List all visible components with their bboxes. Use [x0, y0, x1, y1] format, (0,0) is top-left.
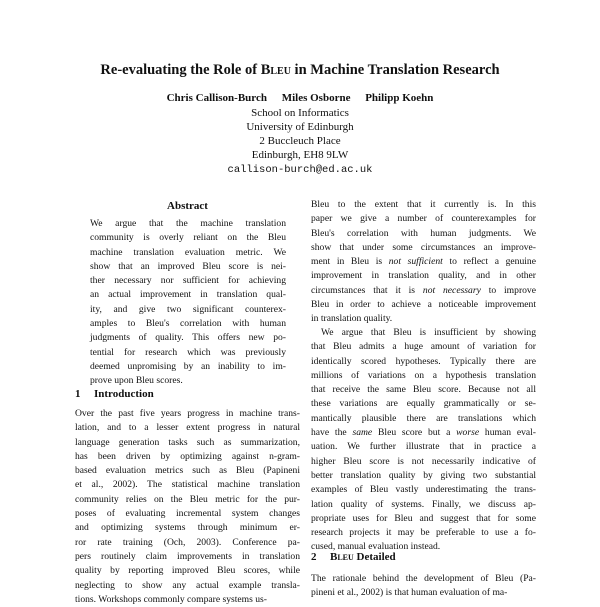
- abstract-heading: Abstract: [167, 200, 208, 212]
- text-line: prove upon Bleu scores.: [90, 375, 183, 387]
- text-line: examples of Bleu vastly underestimating the trans-: [311, 484, 536, 496]
- abstract-body: [90, 217, 286, 389]
- text-line: millions of variations on a hypothesis translation: [311, 369, 536, 381]
- text-line: circumstances that it is not necessary to improve: [311, 284, 536, 296]
- text-line: deemed unpromising by an inability to im-: [90, 360, 286, 372]
- text-line: ity, and give two significant counterex-: [90, 303, 286, 315]
- section-heading-bleu-detailed: [311, 550, 396, 564]
- text-line: based evaluation metrics such as Bleu (Papineni: [75, 465, 300, 477]
- right-paragraph-2: [311, 326, 536, 555]
- section-number: 2: [311, 551, 317, 563]
- section-number: 1: [75, 388, 81, 400]
- paper-title: [0, 61, 600, 79]
- text-line: amples to Bleu's correlation with human: [90, 318, 286, 330]
- text-line: Bleu to the extent that it currently is. In this: [311, 199, 536, 210]
- text-line: in translation quality.: [311, 313, 393, 325]
- author-name: Chris Callison-Burch: [166, 92, 267, 104]
- text-line: these variations are equally grammatically or se-: [311, 398, 536, 410]
- text-line: et al., 2002). The statistical machine translation: [75, 479, 300, 491]
- text-line: paper we give a number of counterexamples for: [311, 213, 536, 225]
- text-line: We argue that Bleu is insufficient by showing: [321, 327, 536, 338]
- author-email[interactable]: callison-burch@ed.ac.uk: [227, 164, 373, 176]
- title-keyword: Bleu: [260, 62, 291, 78]
- text-line: tential for research which was previously: [90, 346, 286, 358]
- section-keyword: Bleu: [330, 551, 354, 563]
- title-prefix: Re-evaluating the Role of: [100, 62, 258, 78]
- section-heading-introduction: [75, 387, 154, 401]
- text-line: pers routinely claim improvements in translation: [75, 550, 300, 562]
- text-line: poses of evaluating incremental system changes: [75, 508, 300, 520]
- text-line: show that an improved Bleu score is nei-: [90, 260, 286, 272]
- introduction-body: [75, 407, 300, 607]
- title-suffix: in Machine Translation Research: [294, 62, 500, 78]
- author-list: [0, 91, 600, 105]
- text-line: community is overly reliant on the Bleu: [90, 232, 286, 244]
- text-line: that Bleu admits a huge amount of variation for: [311, 341, 536, 353]
- text-line: community relies on the Bleu metric for the pur-: [75, 493, 300, 505]
- text-line: quality by reporting improved Bleu scores, while: [75, 565, 300, 577]
- text-line: has been driven by optimizing against n-gram-: [75, 450, 300, 462]
- text-line: cused, manual evaluation instead.: [311, 541, 441, 553]
- text-line: Bleu in order to achieve a noticeable improvement: [311, 299, 536, 311]
- text-line: an actual improvement in translation qual-: [90, 289, 286, 301]
- text-line: The rationale behind the development of Bleu (Pa-: [311, 573, 536, 584]
- affiliation-university: University of Edinburgh: [246, 121, 354, 133]
- right-paragraph-3: [311, 572, 536, 601]
- author-name: Philipp Koehn: [365, 92, 434, 104]
- text-line: mantically plausible there are translations which: [311, 412, 536, 424]
- text-line: machine translation evaluation metric. We: [90, 246, 286, 258]
- text-line: lation, and to a lesser extent progress in natural: [75, 422, 300, 434]
- text-line: judgments of quality. This offers new po-: [90, 332, 286, 344]
- text-line: higher Bleu score is not necessarily indicative of: [311, 455, 536, 467]
- text-line: Bleu's correlation with human judgments. We: [311, 227, 536, 239]
- text-line: lation quality of systems. Finally, we discuss ap-: [311, 498, 536, 510]
- text-line: language generation tasks such as summarization,: [75, 436, 300, 448]
- text-line: have the same Bleu score but a worse human eval-: [311, 427, 536, 439]
- text-line: uation. We further illustrate that in practice a: [311, 441, 536, 453]
- section-title: Introduction: [94, 388, 154, 400]
- affiliation-street: 2 Buccleuch Place: [259, 135, 341, 147]
- text-line: identically scored hypotheses. Typically there are: [311, 355, 536, 367]
- text-line: ment in Bleu is not sufficient to reflect a genuine: [311, 256, 536, 268]
- author-name: Miles Osborne: [281, 92, 351, 104]
- text-line: show that under some circumstances an improve-: [311, 241, 536, 253]
- text-line: propriate uses for Bleu and suggest that for some: [311, 512, 536, 524]
- text-line: neglecting to show any actual example transla-: [75, 579, 300, 591]
- text-line: ror rate training (Och, 2003). Conference pa-: [75, 536, 300, 548]
- right-paragraph-1: [311, 198, 536, 327]
- text-line: research projects it may be preferable to use a fo-: [311, 527, 536, 539]
- affiliation-school: School on Informatics: [251, 107, 349, 119]
- text-line: better translation quality by giving two substantial: [311, 469, 536, 481]
- text-line: We argue that the machine translation: [90, 218, 286, 229]
- text-line: pineni et al., 2002) is that human evaluation of ma-: [311, 587, 508, 599]
- section-title: Detailed: [356, 551, 396, 563]
- text-line: Over the past five years progress in machine trans-: [75, 408, 300, 419]
- text-line: tions. Workshops commonly compare systems us-: [75, 593, 267, 605]
- text-line: improvement in translation quality, and in other: [311, 270, 536, 282]
- affiliation-city: Edinburgh, EH8 9LW: [251, 149, 349, 161]
- text-line: that receive the same Bleu score. Because not all: [311, 384, 536, 396]
- text-line: and optimizing systems through minimum er-: [75, 522, 300, 534]
- text-line: ther necessary nor sufficient for achieving: [90, 275, 286, 287]
